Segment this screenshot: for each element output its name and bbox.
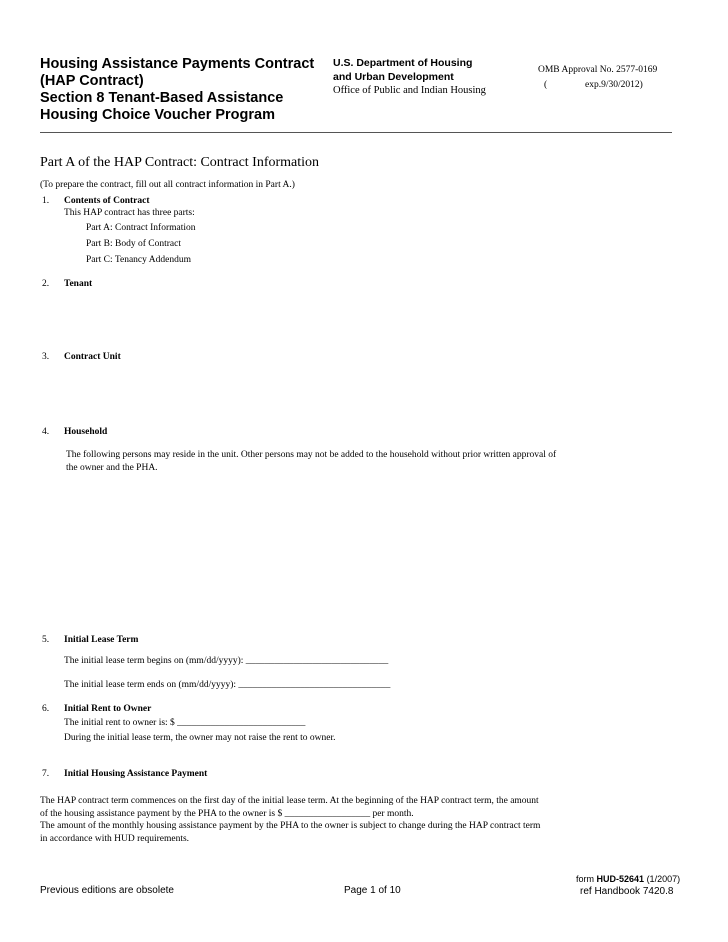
section-2-title: Tenant bbox=[64, 279, 93, 289]
section-1-part-a: Part A: Contract Information bbox=[86, 223, 196, 233]
form-title: Housing Assistance Payments Contract bbox=[40, 56, 315, 72]
footer-handbook-ref: ref Handbook 7420.8 bbox=[580, 886, 674, 897]
omb-expiration: exp.9/30/2012) bbox=[585, 80, 643, 90]
omb-paren-open: ( bbox=[544, 80, 548, 90]
section-6-title: Initial Rent to Owner bbox=[64, 704, 152, 714]
section-7-title: Initial Housing Assistance Payment bbox=[64, 769, 208, 779]
part-a-instructions: (To prepare the contract, fill out all contract information in Part A.) bbox=[40, 180, 295, 190]
section-1-part-b: Part B: Body of Contract bbox=[86, 239, 181, 249]
section-1-part-c: Part C: Tenancy Addendum bbox=[86, 255, 191, 265]
section-4-title: Household bbox=[64, 427, 108, 437]
section-6-rent-note: During the initial lease term, the owner may not raise the rent to owner. bbox=[64, 733, 336, 743]
section-7-para-line3: The amount of the monthly housing assistance payment by the PHA to the owner is subject to change during the HAP contract term bbox=[40, 821, 541, 831]
section-7-para-line1: The HAP contract term commences on the first day of the initial lease term. At the beginning of the HAP contract term, the amount bbox=[40, 796, 539, 806]
form-subtitle-section8: Section 8 Tenant-Based Assistance bbox=[40, 90, 284, 106]
section-6-number: 6. bbox=[42, 704, 50, 714]
section-7-para-line4: in accordance with HUD requirements. bbox=[40, 834, 190, 844]
header-divider bbox=[40, 132, 672, 133]
footer-form-date: (1/2007) bbox=[646, 874, 681, 884]
initial-rent-field[interactable]: The initial rent to owner is: $ ___________________________ bbox=[64, 718, 306, 728]
footer-form-prefix: form bbox=[576, 874, 594, 884]
agency-name-line2: and Urban Development bbox=[333, 71, 454, 83]
section-4-number: 4. bbox=[42, 427, 50, 437]
section-1-number: 1. bbox=[42, 196, 50, 206]
section-5-number: 5. bbox=[42, 635, 50, 645]
agency-name-line1: U.S. Department of Housing bbox=[333, 57, 473, 69]
section-3-number: 3. bbox=[42, 352, 50, 362]
omb-approval: OMB Approval No. 2577-0169 bbox=[538, 65, 658, 75]
section-1-intro: This HAP contract has three parts: bbox=[64, 208, 195, 218]
section-2-number: 2. bbox=[42, 279, 50, 289]
section-3-title: Contract Unit bbox=[64, 352, 121, 362]
section-5-title: Initial Lease Term bbox=[64, 635, 139, 645]
hap-amount-field[interactable]: of the housing assistance payment by the PHA to the owner is $ __________________ per month. bbox=[40, 809, 414, 819]
lease-end-field[interactable]: The initial lease term ends on (mm/dd/yyyy): ________________________________ bbox=[64, 680, 391, 690]
section-1-title: Contents of Contract bbox=[64, 196, 150, 206]
footer-form-id bbox=[576, 873, 680, 885]
footer-form-number: HUD-52641 bbox=[596, 874, 645, 884]
form-subtitle-program: Housing Choice Voucher Program bbox=[40, 107, 275, 123]
form-subtitle-hap: (HAP Contract) bbox=[40, 73, 144, 89]
agency-office: Office of Public and Indian Housing bbox=[333, 85, 486, 96]
section-7-number: 7. bbox=[42, 769, 50, 779]
section-4-text-line2: the owner and the PHA. bbox=[66, 463, 158, 473]
footer-page-number: Page 1 of 10 bbox=[344, 885, 401, 896]
part-a-heading: Part A of the HAP Contract: Contract Information bbox=[40, 155, 320, 170]
footer-obsolete-note: Previous editions are obsolete bbox=[40, 885, 174, 896]
section-4-text-line1: The following persons may reside in the unit. Other persons may not be added to the household without prior written approval of bbox=[66, 450, 557, 460]
lease-begin-field[interactable]: The initial lease term begins on (mm/dd/yyyy): ______________________________ bbox=[64, 656, 389, 666]
